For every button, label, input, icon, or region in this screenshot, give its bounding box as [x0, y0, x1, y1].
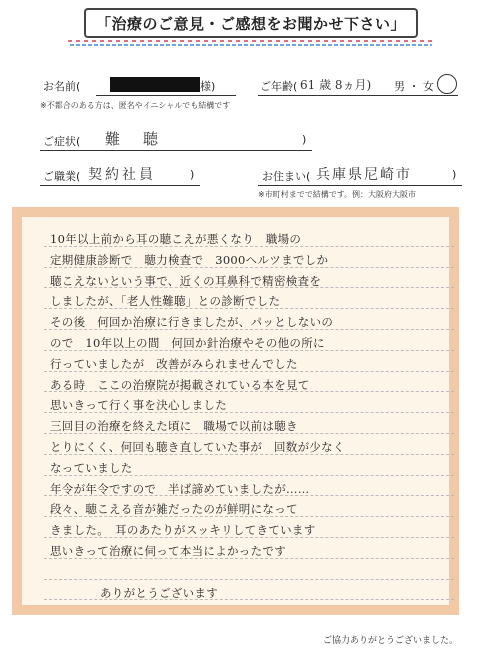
- title-decoration: [68, 40, 432, 46]
- ruled-line: [44, 579, 454, 580]
- symptom-label: ご症状(: [43, 135, 81, 148]
- name-underline: [96, 95, 236, 96]
- testimonial-line: 三回目の治療を終えた頃に 職場で以前は聴き: [50, 419, 298, 434]
- testimonial-line: 年令が年令ですので 半ば諦めていましたが……: [50, 481, 310, 496]
- testimonial-line: しましたが、「老人性難聴」との診断でした: [50, 294, 281, 309]
- gender-options: 男 ・ 女: [394, 80, 434, 93]
- testimonial-line: きました。 耳のあたりがスッキリしてきています: [50, 523, 316, 538]
- testimonial-line: 聴こえないという事で、近くの耳鼻科で精密検査を: [50, 273, 322, 288]
- symptom-value: 難 聴: [105, 130, 163, 148]
- testimonial-paper: [12, 207, 459, 615]
- age-label: ご年齢(: [260, 80, 298, 93]
- name-suffix: 様): [200, 80, 216, 93]
- age-value: 61 歳 8ヵ月): [300, 78, 372, 92]
- job-close: ): [190, 168, 195, 181]
- testimonial-line: 思いきって治療に伺って本当によかったです: [50, 544, 286, 558]
- age-underline: [258, 95, 458, 96]
- footer-thanks: ご協力ありがとうございました。: [322, 636, 458, 646]
- testimonial-line: なっていました: [50, 460, 133, 475]
- job-label: ご職業(: [43, 170, 81, 183]
- form-title: [84, 8, 418, 38]
- address-underline: [258, 185, 462, 186]
- testimonial-line: 思いきって行く事を決心しました: [50, 398, 227, 413]
- job-underline: [40, 185, 200, 186]
- name-label: お名前(: [43, 80, 81, 93]
- testimonial-line: ありがとうございます: [100, 585, 218, 600]
- symptom-underline: [40, 150, 312, 151]
- testimonial-line: とりにくく、何回も聴き直していた事が 回数が少なく: [50, 440, 345, 454]
- name-note: ※不都合のある方は、匿名やイニシャルでも結構です: [40, 101, 231, 110]
- form-title-text: 「治療のご意見・ご感想をお聞かせ下さい」: [95, 14, 406, 33]
- testimonial-line: その後 何回か治療に行きましたが、パッとしないの: [50, 315, 334, 330]
- testimonial-line: 行っていましたが 改善がみられませんでした: [50, 356, 298, 371]
- gender-circle-mark: [437, 74, 457, 94]
- testimonial-line: 10年以上前から耳の聴こえが悪くなり 職場の: [50, 232, 302, 246]
- address-close: ): [452, 168, 457, 181]
- address-note: ※市町村までで結構です。例：大阪府大阪市: [258, 190, 417, 199]
- job-value: 契約社員: [88, 167, 156, 183]
- symptom-close: ): [302, 133, 307, 146]
- name-redaction: [110, 77, 200, 92]
- testimonial-line: 段々、聴こえる音が雑だったのが鮮明になって: [50, 502, 298, 517]
- address-value: 兵庫県尼崎市: [316, 167, 412, 183]
- testimonial-line: 定期健康診断で 聴力検査で 3000ヘルツまでしか: [50, 252, 329, 267]
- address-label: お住まい(: [262, 170, 311, 183]
- testimonial-line: ので 10年以上の間 何回か針治療やその他の所に: [50, 336, 325, 350]
- testimonial-line: ある時 ここの治療院が掲載されている本を見て: [50, 377, 310, 392]
